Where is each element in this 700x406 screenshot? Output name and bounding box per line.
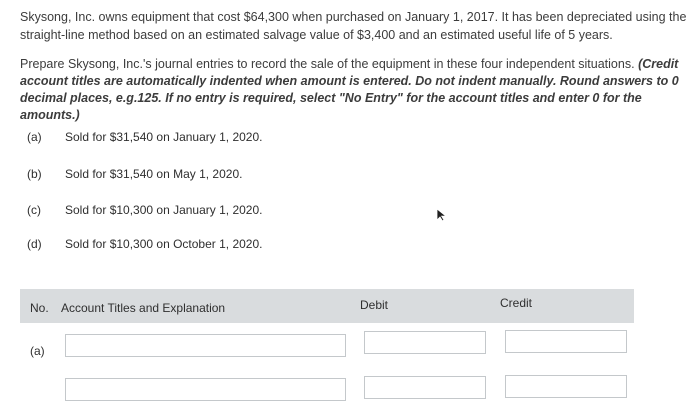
situation-letter: (b) — [27, 167, 42, 181]
credit-input-2[interactable] — [505, 375, 627, 398]
credit-input-1[interactable] — [505, 330, 627, 353]
instruction-note: (Credit account titles are automatically indented when amount is entered. Do not indent manually. Round answers to 0 decimal places, e.g.125. If no entry is required, select "No Entry" for the account titles and enter 0 for the amounts.) — [20, 57, 679, 122]
column-credit: Credit — [500, 296, 533, 310]
debit-input-1[interactable] — [364, 331, 486, 354]
column-no: No. — [30, 301, 49, 315]
account-title-input-2[interactable] — [65, 378, 346, 401]
situation-a — [27, 130, 262, 144]
column-debit: Debit — [360, 298, 389, 312]
situation-text: Sold for $10,300 on January 1, 2020. — [65, 203, 263, 217]
situation-b — [27, 167, 242, 181]
situation-text: Sold for $31,540 on May 1, 2020. — [65, 167, 243, 181]
instruction-text: Prepare Skysong, Inc.'s journal entries to record the sale of the equipment in these four independent situations. — [20, 57, 635, 71]
situation-text: Sold for $10,300 on October 1, 2020. — [65, 237, 263, 251]
problem-intro: Skysong, Inc. owns equipment that cost $64,300 when purchased on January 1, 2017. It has been depreciated using the straight-line method based on an estimated salvage value of $3,400 and an estimated useful life of 5 years. — [20, 10, 687, 42]
entry-row-label: (a) — [30, 344, 45, 358]
situation-letter: (d) — [27, 237, 42, 251]
situation-d — [27, 237, 262, 251]
situation-text: Sold for $31,540 on January 1, 2020. — [65, 130, 263, 144]
situation-letter: (a) — [27, 130, 42, 144]
account-title-input-1[interactable] — [65, 334, 346, 357]
situation-letter: (c) — [27, 203, 41, 217]
journal-table-header — [20, 289, 634, 323]
situation-c — [27, 203, 262, 217]
column-account-titles: Account Titles and Explanation — [61, 301, 226, 315]
problem-instructions — [20, 56, 696, 124]
debit-input-2[interactable] — [364, 376, 486, 399]
